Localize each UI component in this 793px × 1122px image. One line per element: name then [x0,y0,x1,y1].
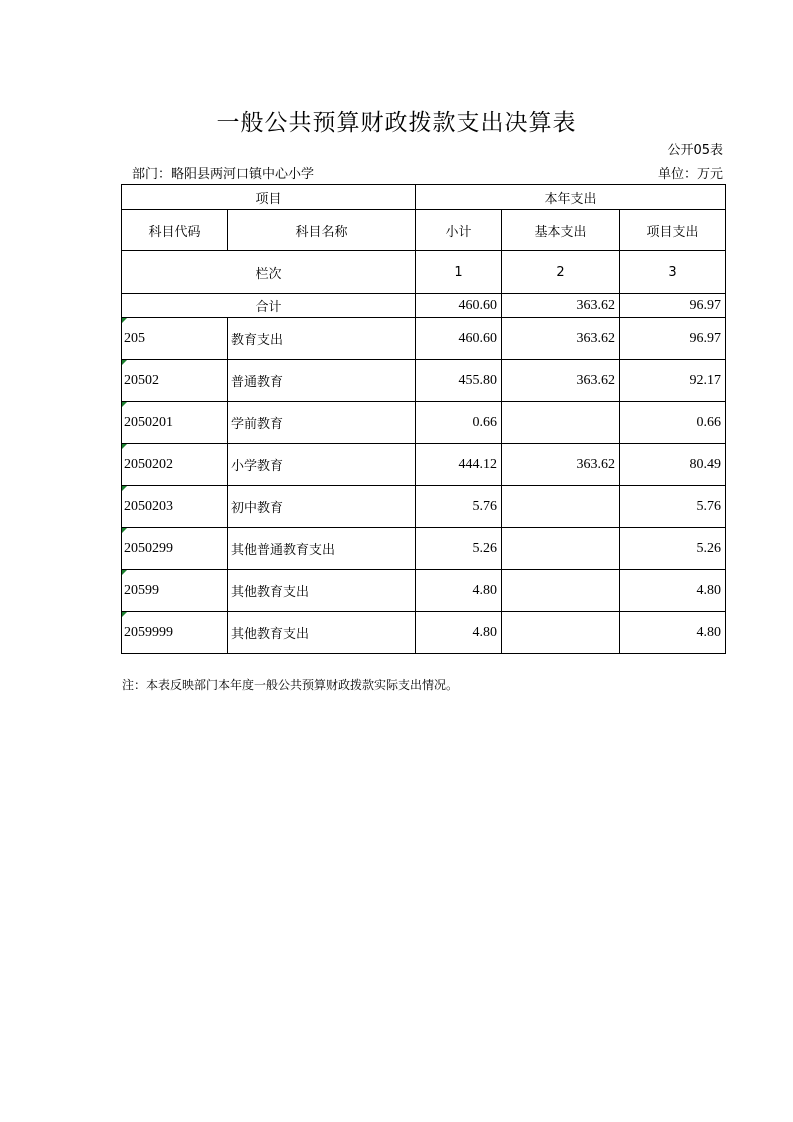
row-project: 92.17 [620,360,726,402]
row-basic: 363.62 [502,318,620,360]
row-name: 普通教育 [228,360,416,402]
row-subtotal: 455.80 [416,360,502,402]
table-row [122,570,726,612]
row-subtotal: 5.76 [416,486,502,528]
cell-flag-marker [122,402,127,407]
sequence-2: 2 [502,251,620,294]
row-code: 2059999 [122,612,228,654]
row-subtotal: 4.80 [416,570,502,612]
cell-flag-marker [122,570,127,575]
total-subtotal: 460.60 [416,294,502,318]
total-row [122,294,726,318]
sequence-row [122,251,726,294]
cell-flag-marker [122,360,127,365]
header-code: 科目代码 [122,210,228,251]
row-subtotal: 0.66 [416,402,502,444]
footnote: 注：本表反映部门本年度一般公共预算财政拨款实际支出情况。 [122,678,459,692]
row-basic [502,402,620,444]
row-basic: 363.62 [502,444,620,486]
header-row-2 [122,210,726,251]
row-subtotal: 5.26 [416,528,502,570]
row-name: 其他普通教育支出 [228,528,416,570]
table-row [122,318,726,360]
row-code: 2050202 [122,444,228,486]
table-row [122,612,726,654]
row-basic [502,528,620,570]
row-basic: 363.62 [502,360,620,402]
department-label: 部门：略阳县两河口镇中心小学 [132,167,315,182]
row-name: 其他教育支出 [228,570,416,612]
row-project: 5.26 [620,528,726,570]
row-basic [502,612,620,654]
sequence-3: 3 [620,251,726,294]
row-subtotal: 460.60 [416,318,502,360]
sequence-label: 栏次 [122,251,416,294]
row-code: 2050203 [122,486,228,528]
row-name: 学前教育 [228,402,416,444]
sequence-1: 1 [416,251,502,294]
cell-flag-marker [122,486,127,491]
row-project: 80.49 [620,444,726,486]
header-name: 科目名称 [228,210,416,251]
row-name: 其他教育支出 [228,612,416,654]
total-label: 合计 [122,294,416,318]
header-row-1 [122,185,726,210]
cell-flag-marker [122,528,127,533]
table-row [122,444,726,486]
expenditure-table [121,184,726,654]
row-code: 2050299 [122,528,228,570]
row-basic [502,570,620,612]
total-project: 96.97 [620,294,726,318]
cell-flag-marker [122,444,127,449]
row-subtotal: 444.12 [416,444,502,486]
row-code: 20599 [122,570,228,612]
header-basic: 基本支出 [502,210,620,251]
row-code: 2050201 [122,402,228,444]
header-project: 项目支出 [620,210,726,251]
table-row [122,528,726,570]
table-row [122,486,726,528]
row-project: 4.80 [620,570,726,612]
row-code: 205 [122,318,228,360]
row-project: 4.80 [620,612,726,654]
cell-flag-marker [122,612,127,617]
cell-flag-marker [122,318,127,323]
row-name: 小学教育 [228,444,416,486]
row-project: 96.97 [620,318,726,360]
row-code: 20502 [122,360,228,402]
row-project: 5.76 [620,486,726,528]
table-row [122,360,726,402]
row-basic [502,486,620,528]
form-number: 公开05表 [667,143,723,158]
table-row [122,402,726,444]
row-project: 0.66 [620,402,726,444]
header-item: 项目 [122,185,416,210]
row-name: 教育支出 [228,318,416,360]
row-subtotal: 4.80 [416,612,502,654]
page-title: 一般公共预算财政拨款支出决算表 [216,110,577,136]
unit-label: 单位：万元 [657,167,723,182]
header-subtotal: 小计 [416,210,502,251]
total-basic: 363.62 [502,294,620,318]
row-name: 初中教育 [228,486,416,528]
header-current-year: 本年支出 [416,185,726,210]
